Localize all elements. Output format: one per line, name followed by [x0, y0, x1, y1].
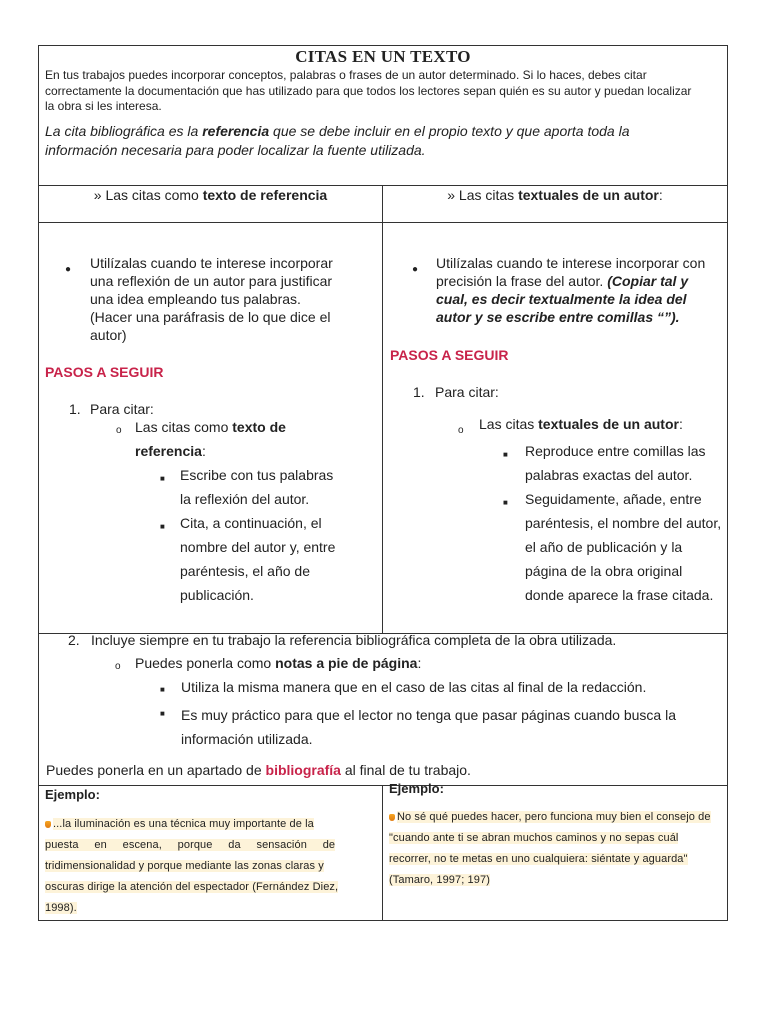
square-bullet-icon: ■ [503, 450, 508, 459]
square-bullet-icon: ■ [160, 474, 165, 483]
citation-guide-table [38, 45, 728, 921]
square-bullet-icon: ■ [160, 685, 165, 694]
quote-bullet-icon [389, 814, 395, 821]
right-bullet-text: Utilízalas cuando te interese incorporar con precisión la frase del autor. (Copiar tal y cual, es decir textualmente la idea del autor y se escribe entre comillas “”). [436, 255, 706, 325]
square-bullet-icon: ■ [160, 709, 165, 718]
square-bullet-icon: ■ [160, 522, 165, 531]
step-2-item-1: Utiliza la misma manera que en el caso de las citas al final de la redacción. [181, 679, 647, 695]
step-number: 1. [413, 384, 425, 400]
circle-bullet-icon: o [116, 425, 122, 436]
step-label: Para citar: [90, 401, 154, 417]
bibliography-note: Puedes ponerla en un apartado de bibliografía al final de tu trabajo. [46, 762, 471, 778]
right-example [383, 781, 727, 920]
intro-section [39, 47, 727, 186]
intro-paragraph: En tus trabajos puedes incorporar conceptos, palabras o frases de un autor determinado. Si lo haces, debes citar correctamente la documentación que has utilizado para que todos los lectores sepan quién es su autor y puedan localizar la obra si les interesa. [45, 68, 692, 113]
left-column [39, 223, 383, 633]
left-example [39, 786, 383, 920]
step-2-item-2: Es muy práctico para que el lector no tenga que pasar páginas cuando busca la información utilizada. [181, 707, 676, 747]
example-title: Ejemplo: [389, 781, 444, 796]
left-example-quote: ...la iluminación es una técnica muy importante de la puesta en escena, porque da sensación de tridimensionalidad y porque mediante las zonas claras y oscuras dirige la atención del espectador (Fernández Diez, 1998). [45, 818, 339, 914]
example-title: Ejemplo: [45, 787, 100, 802]
header-reference-citations: » Las citas como texto de referencia [39, 186, 383, 222]
right-item-1: Reproduce entre comillas las palabras exactas del autor. [525, 443, 706, 483]
header-textual-citations: » Las citas textuales de un autor: [447, 187, 663, 203]
columns-body [39, 223, 727, 634]
page-title: CITAS EN UN TEXTO [295, 47, 471, 66]
left-item-2: Cita, a continuación, el nombre del autor y, entre paréntesis, el año de publicación. [180, 515, 336, 603]
left-bullet-text: Utilízalas cuando te interese incorporar una reflexión de un autor para justificar una idea empleando tus palabras. (Hacer una paráfrasis de lo que dice el autor) [90, 255, 333, 343]
bullet-icon: ● [412, 264, 419, 275]
steps-heading: PASOS A SEGUIR [390, 347, 509, 363]
quote-bullet-icon [45, 821, 51, 828]
step-number: 1. [69, 401, 81, 417]
right-column [383, 223, 727, 633]
circle-bullet-icon: o [115, 661, 121, 672]
left-item-1: Escribe con tus palabras la reflexión del autor. [180, 467, 334, 507]
circle-bullet-icon: o [458, 425, 464, 436]
steps-heading: PASOS A SEGUIR [45, 364, 164, 380]
sub-step-text: Las citas como texto de referencia: [135, 419, 286, 459]
right-example-quote: No sé qué puedes hacer, pero funciona muy bien el consejo de "cuando ante ti se abran muchos caminos y no sepas cuál recorrer, no te metas en uno cualquiera: siéntate y aguarda" (Tamaro, 1997; 197) [389, 811, 711, 886]
step-number: 2. [68, 632, 80, 648]
examples-row [39, 781, 727, 920]
footnote-option: Puedes ponerla como notas a pie de página: [135, 655, 422, 671]
step-2-text: Incluye siempre en tu trabajo la referencia bibliográfica completa de la obra utilizada. [91, 632, 617, 648]
column-headers [39, 186, 727, 223]
right-item-2: Seguidamente, añade, entre paréntesis, el nombre del autor, el año de publicación y la página de la obra original donde aparece la frase citada. [525, 491, 722, 603]
bullet-icon: ● [65, 264, 72, 275]
step-label: Para citar: [435, 384, 499, 400]
square-bullet-icon: ■ [503, 498, 508, 507]
definition-paragraph: La cita bibliográfica es la referencia que se debe incluir en el propio texto y que aporta toda la información necesaria para poder localizar la fuente utilizada. [45, 122, 630, 158]
sub-step-text: Las citas textuales de un autor: [479, 416, 683, 432]
step-2-section [39, 634, 727, 785]
